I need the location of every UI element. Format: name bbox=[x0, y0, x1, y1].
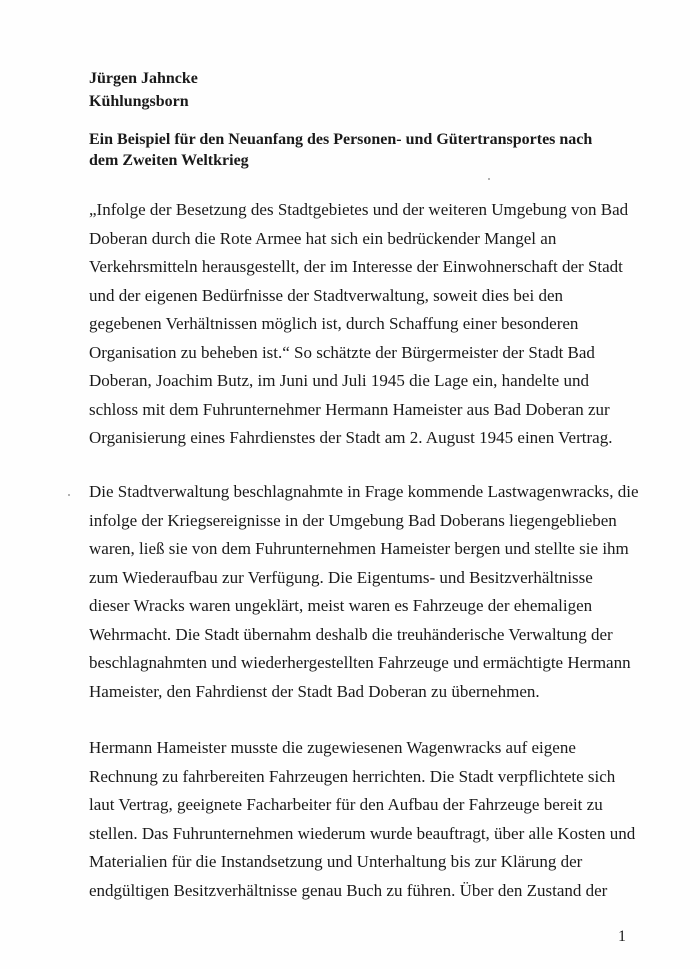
text-line: Hermann Hameister musste die zugewiesenen Wagenwracks auf eigene bbox=[89, 738, 576, 757]
text-line: zum Wiederaufbau zur Verfügung. Die Eigentums- und Besitzverhältnisse bbox=[89, 567, 593, 587]
text-line: Materialien für die Instandsetzung und Unterhaltung bis zur Klärung der bbox=[89, 852, 583, 871]
text-line: Wehrmacht. Die Stadt übernahm deshalb die treuhänderische Verwaltung der bbox=[89, 624, 613, 644]
text-line: infolge der Kriegsereignisse in der Umgebung Bad Doberans liegengeblieben bbox=[89, 510, 617, 530]
text-line: Organisation zu beheben ist.“ So schätzte der Bürgermeister der Stadt Bad bbox=[89, 342, 595, 362]
text-line: stellen. Das Fuhrunternehmen wiederum wurde beauftragt, über alle Kosten und bbox=[89, 823, 636, 843]
scan-speck bbox=[488, 178, 490, 180]
title-line: dem Zweiten Weltkrieg bbox=[89, 152, 249, 169]
text-line: endgültigen Besitzverhältnisse genau Buch zu führen. Über den Zustand der bbox=[89, 880, 608, 900]
text-line: Rechnung zu fahrbereiten Fahrzeugen herrichten. Die Stadt verpflichtete sich bbox=[89, 766, 616, 786]
text-line: dieser Wracks waren ungeklärt, meist waren es Fahrzeuge der ehemaligen bbox=[89, 596, 593, 615]
text-line: laut Vertrag, geeignete Facharbeiter für den Aufbau der Fahrzeuge bereit zu bbox=[89, 795, 603, 814]
paragraph-3 bbox=[89, 734, 669, 905]
text-line: „Infolge der Besetzung des Stadtgebietes und der weiteren Umgebung von Bad bbox=[89, 200, 629, 219]
text-line: Doberan durch die Rote Armee hat sich ein bedrückender Mangel an bbox=[89, 228, 557, 248]
author-location: Kühlungsborn bbox=[89, 93, 189, 110]
text-line: Die Stadtverwaltung beschlagnahmte in Frage kommende Lastwagenwracks, die bbox=[89, 482, 639, 501]
paragraph-1 bbox=[89, 196, 669, 453]
text-line: schloss mit dem Fuhrunternehmer Hermann Hameister aus Bad Doberan zur bbox=[89, 399, 610, 419]
scan-speck bbox=[68, 494, 70, 496]
document-title bbox=[89, 129, 649, 171]
text-line: Hameister, den Fahrdienst der Stadt Bad Doberan zu übernehmen. bbox=[89, 681, 540, 701]
page-number: 1 bbox=[618, 928, 626, 945]
text-line: gegebenen Verhältnissen möglich ist, durch Schaffung einer besonderen bbox=[89, 314, 579, 333]
author-block bbox=[89, 67, 198, 113]
text-line: Organisierung eines Fahrdienstes der Stadt am 2. August 1945 einen Vertrag. bbox=[89, 428, 613, 447]
text-line: waren, ließ sie von dem Fuhrunternehmen Hameister bergen und stellte sie ihm bbox=[89, 539, 629, 558]
text-line: und der eigenen Bedürfnisse der Stadtverwaltung, soweit dies bei den bbox=[89, 285, 563, 305]
paragraph-2 bbox=[89, 478, 669, 706]
author-name: Jürgen Jahncke bbox=[89, 70, 198, 87]
text-line: beschlagnahmten und wiederhergestellten Fahrzeuge und ermächtigte Hermann bbox=[89, 653, 631, 672]
title-line: Ein Beispiel für den Neuanfang des Personen- und Gütertransportes nach bbox=[89, 131, 593, 148]
text-line: Doberan, Joachim Butz, im Juni und Juli 1945 die Lage ein, handelte und bbox=[89, 371, 589, 390]
text-line: Verkehrsmitteln herausgestellt, der im Interesse der Einwohnerschaft der Stadt bbox=[89, 257, 623, 276]
